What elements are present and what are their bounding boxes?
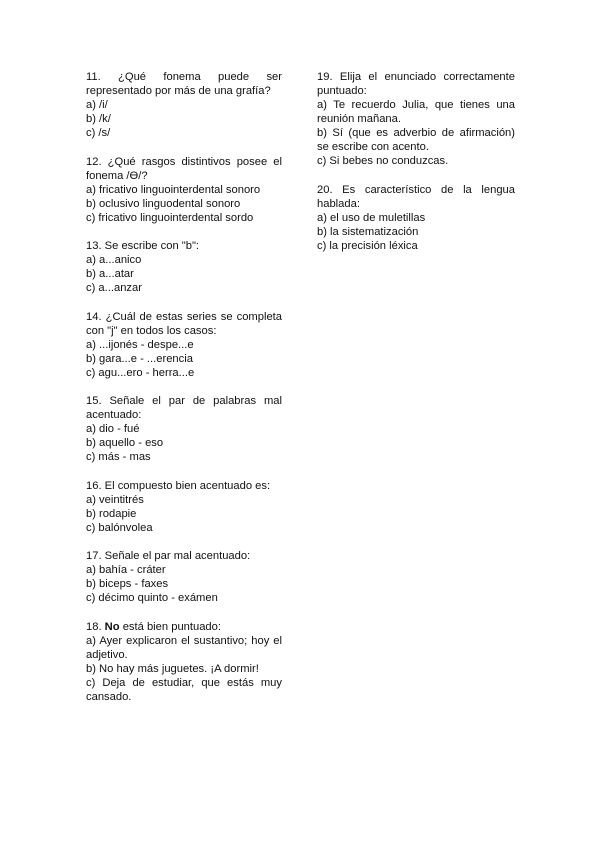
question-16-option-c: c) balónvolea	[86, 521, 153, 534]
question-20	[317, 183, 515, 253]
question-15-text: 15. Señale el par de palabras mal acentuado:	[86, 395, 282, 421]
question-12-option-c: c) fricativo linguointerdental sordo	[86, 211, 254, 224]
question-19	[317, 70, 515, 168]
question-15-option-a: a) dio - fué	[86, 423, 140, 435]
question-19-option-a: a) Te recuerdo Julia, que tienes una reunión mañana.	[317, 99, 515, 125]
question-12-option-b: b) oclusivo linguodental sonoro	[86, 197, 241, 210]
question-16	[86, 479, 282, 535]
question-18-rest: está bien puntuado:	[122, 620, 221, 633]
question-13	[86, 239, 282, 295]
question-18-bold-word: No	[104, 620, 120, 633]
question-12-option-a: a) fricativo linguointerdental sonoro	[86, 183, 261, 196]
question-17-option-c: c) décimo quinto - exámen	[86, 592, 218, 604]
question-16-option-a: a) veintitrés	[86, 493, 144, 506]
question-14-option-a: a) ...ijonés - despe...e	[86, 338, 194, 351]
question-17-option-a: a) bahía - cráter	[86, 564, 166, 576]
right-column	[317, 70, 515, 267]
question-12	[86, 155, 282, 225]
question-11-text: 11. ¿Qué fonema puede ser representado por más de una grafía?	[86, 71, 282, 97]
question-20-text: 20. Es característico de la lengua hablada:	[317, 183, 515, 210]
question-19-text: 19. Elija el enunciado correctamente puntuado:	[317, 71, 515, 97]
question-15-option-b: b) aquello - eso	[86, 437, 164, 449]
question-20-option-c: c) la precisión léxica	[317, 239, 418, 252]
question-16-text: 16. El compuesto bien acentuado es:	[86, 479, 271, 492]
question-15	[86, 394, 282, 464]
question-14-option-b: b) gara...e - ...erencia	[86, 352, 193, 365]
question-11-option-a: a) /i/	[86, 99, 108, 111]
question-13-option-a: a) a...anico	[86, 254, 142, 266]
question-20-option-a: a) el uso de muletillas	[317, 211, 426, 224]
question-13-option-b: b) a...atar	[86, 268, 134, 280]
question-17-option-b: b) biceps - faxes	[86, 578, 169, 590]
question-17-text: 17. Señale el par mal acentuado:	[86, 550, 251, 562]
question-18	[86, 620, 282, 704]
question-19-option-c: c) Si bebes no conduzcas.	[317, 155, 449, 167]
question-18-text	[86, 620, 282, 634]
question-14-option-c: c) agu...ero - herra...e	[86, 366, 195, 379]
question-18-option-b: b) No hay más juguetes. ¡A dormir!	[86, 662, 259, 675]
question-14-text: 14. ¿Cuál de estas series se completa con "j" en todos los casos:	[86, 310, 282, 337]
question-11-option-b: b) /k/	[86, 113, 111, 125]
question-11-option-c: c) /s/	[86, 127, 111, 139]
question-18-number: 18.	[86, 620, 102, 633]
question-14	[86, 310, 282, 380]
question-13-text: 13. Se escribe con "b":	[86, 240, 200, 252]
question-13-option-c: c) a...anzar	[86, 282, 142, 294]
question-16-option-b: b) rodapie	[86, 507, 137, 520]
question-11	[86, 70, 282, 140]
question-20-option-b: b) la sistematización	[317, 225, 419, 238]
question-18-option-a: a) Ayer explicaron el sustantivo; hoy el adjetivo.	[86, 634, 282, 661]
question-17	[86, 549, 282, 605]
question-18-option-c: c) Deja de estudiar, que estás muy cansado.	[86, 676, 282, 703]
question-12-text: 12. ¿Qué rasgos distintivos posee el fonema /Ɵ/?	[86, 155, 282, 182]
question-15-option-c: c) más - mas	[86, 451, 151, 463]
question-19-option-b: b) Sí (que es adverbio de afirmación) se escribe con acento.	[317, 127, 515, 153]
left-column	[86, 70, 282, 718]
